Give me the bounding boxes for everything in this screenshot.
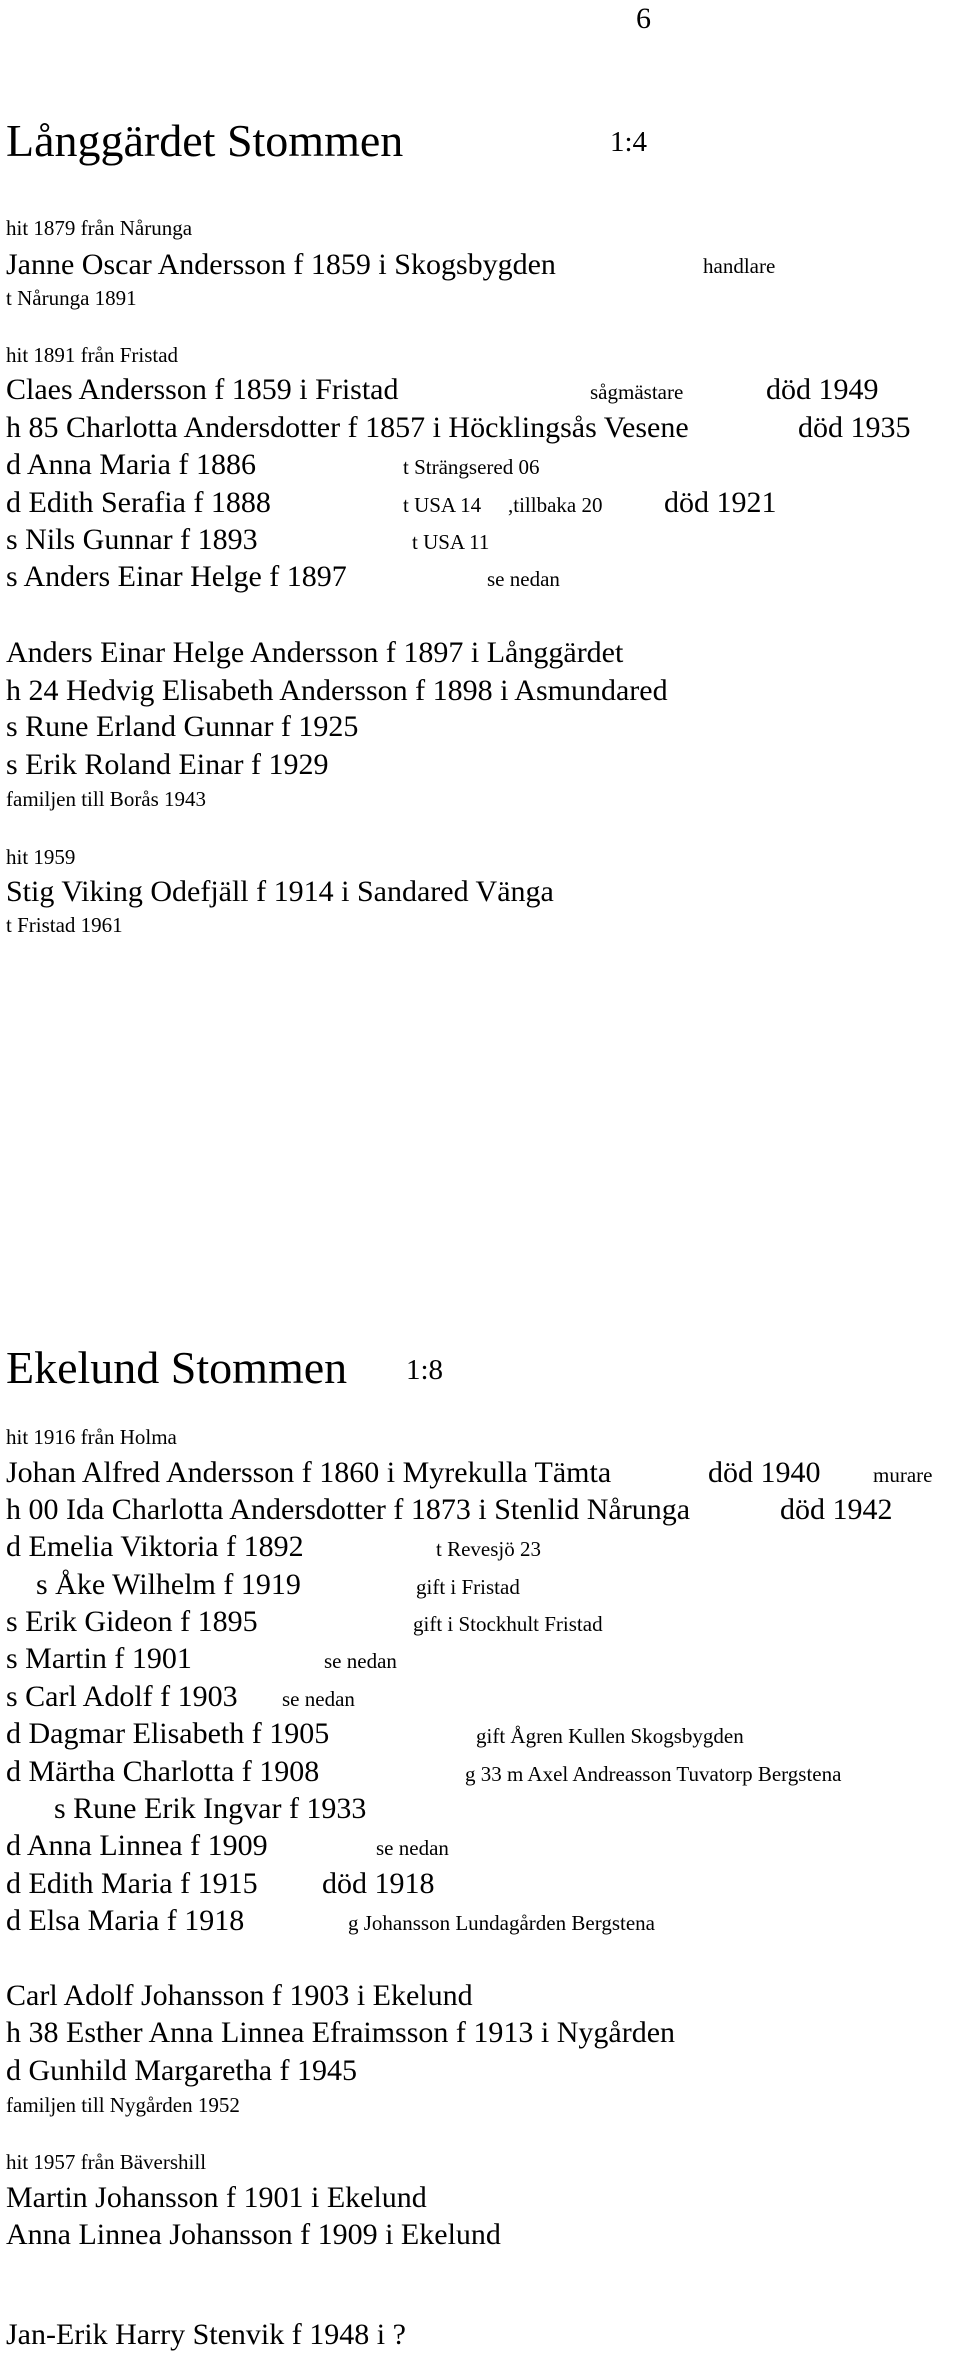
record-line: t Fristad 1961 <box>6 913 123 937</box>
record-line: d Gunhild Margaretha f 1945 <box>6 2054 358 2087</box>
death-note: död 1940 <box>708 1456 821 1489</box>
record-line: d Märtha Charlotta f 1908 <box>6 1755 320 1788</box>
move-note: t Strängsered 06 <box>403 455 540 479</box>
record-line: Johan Alfred Andersson f 1860 i Myrekulla Tämta <box>6 1456 612 1489</box>
death-note: död 1942 <box>780 1493 893 1526</box>
record-line: d Dagmar Elisabeth f 1905 <box>6 1717 330 1750</box>
record-line: Stig Viking Odefjäll f 1914 i Sandared Vänga <box>6 875 554 908</box>
record-line: s Anders Einar Helge f 1897 <box>6 560 347 593</box>
record-line: d Edith Maria f 1915 <box>6 1867 258 1900</box>
record-line: h 38 Esther Anna Linnea Efraimsson f 1913 i Nygården <box>6 2016 676 2049</box>
record-line: d Edith Serafia f 1888 <box>6 486 271 519</box>
record-line: h 85 Charlotta Andersdotter f 1857 i Höcklingsås Vesene <box>6 411 689 444</box>
move-note: t USA 14 <box>403 493 482 517</box>
record-line: hit 1957 från Bävershill <box>6 2150 207 2174</box>
marriage-note: g Johansson Lundagården Bergstena <box>348 1911 655 1935</box>
reference-note: se nedan <box>487 567 560 591</box>
marriage-note: gift Ågren Kullen Skogsbygden <box>476 1724 744 1748</box>
death-note: död 1949 <box>766 373 879 406</box>
section-number: 1:8 <box>406 1354 444 1386</box>
move-note: ,tillbaka 20 <box>508 493 603 517</box>
record-line: Jan-Erik Harry Stenvik f 1948 i ? <box>6 2318 406 2351</box>
record-line: h 24 Hedvig Elisabeth Andersson f 1898 i Asmundared <box>6 674 668 707</box>
section-number: 1:4 <box>610 126 648 158</box>
record-line: d Anna Maria f 1886 <box>6 448 256 481</box>
record-line: s Martin f 1901 <box>6 1642 192 1675</box>
record-line: Anders Einar Helge Andersson f 1897 i Långgärdet <box>6 636 624 669</box>
occupation-note: handlare <box>703 254 776 278</box>
reference-note: se nedan <box>376 1836 449 1860</box>
occupation-note: sågmästare <box>590 380 684 404</box>
record-line: s Erik Roland Einar f 1929 <box>6 748 329 781</box>
reference-note: se nedan <box>282 1687 355 1711</box>
section-title: Långgärdet Stommen <box>6 115 404 166</box>
section-title: Ekelund Stommen <box>6 1342 348 1393</box>
page-number: 6 <box>636 2 651 35</box>
record-line: hit 1879 från Nårunga <box>6 216 193 240</box>
record-line: d Emelia Viktoria f 1892 <box>6 1530 304 1563</box>
record-line: Martin Johansson f 1901 i Ekelund <box>6 2181 427 2214</box>
move-note: t Revesjö 23 <box>436 1537 541 1561</box>
record-line: hit 1891 från Fristad <box>6 343 179 367</box>
record-line: d Anna Linnea f 1909 <box>6 1829 268 1862</box>
record-line: s Rune Erik Ingvar f 1933 <box>54 1792 367 1825</box>
marriage-note: g 33 m Axel Andreasson Tuvatorp Bergstena <box>465 1762 842 1786</box>
record-line: Anna Linnea Johansson f 1909 i Ekelund <box>6 2218 501 2251</box>
record-line: familjen till Nygården 1952 <box>6 2093 240 2117</box>
record-line: t Nårunga 1891 <box>6 286 137 310</box>
record-line: Janne Oscar Andersson f 1859 i Skogsbygden <box>6 248 556 281</box>
death-note: död 1918 <box>322 1867 435 1900</box>
record-line: h 00 Ida Charlotta Andersdotter f 1873 i Stenlid Nårunga <box>6 1493 691 1526</box>
marriage-note: gift i Fristad <box>416 1575 520 1599</box>
death-note: död 1935 <box>798 411 911 444</box>
record-line: s Erik Gideon f 1895 <box>6 1605 258 1638</box>
move-note: t USA 11 <box>412 530 490 554</box>
death-note: död 1921 <box>664 486 777 519</box>
record-line: hit 1959 <box>6 845 76 869</box>
record-line: d Elsa Maria f 1918 <box>6 1904 245 1937</box>
record-line: s Nils Gunnar f 1893 <box>6 523 258 556</box>
occupation-note: murare <box>873 1463 933 1487</box>
record-line: Carl Adolf Johansson f 1903 i Ekelund <box>6 1979 473 2012</box>
marriage-note: gift i Stockhult Fristad <box>413 1612 603 1636</box>
record-line: hit 1916 från Holma <box>6 1425 177 1449</box>
record-line: s Rune Erland Gunnar f 1925 <box>6 710 359 743</box>
record-line: s Åke Wilhelm f 1919 <box>36 1568 301 1601</box>
record-line: Claes Andersson f 1859 i Fristad <box>6 373 399 406</box>
record-line: s Carl Adolf f 1903 <box>6 1680 238 1713</box>
reference-note: se nedan <box>324 1649 397 1673</box>
record-line: familjen till Borås 1943 <box>6 787 207 811</box>
